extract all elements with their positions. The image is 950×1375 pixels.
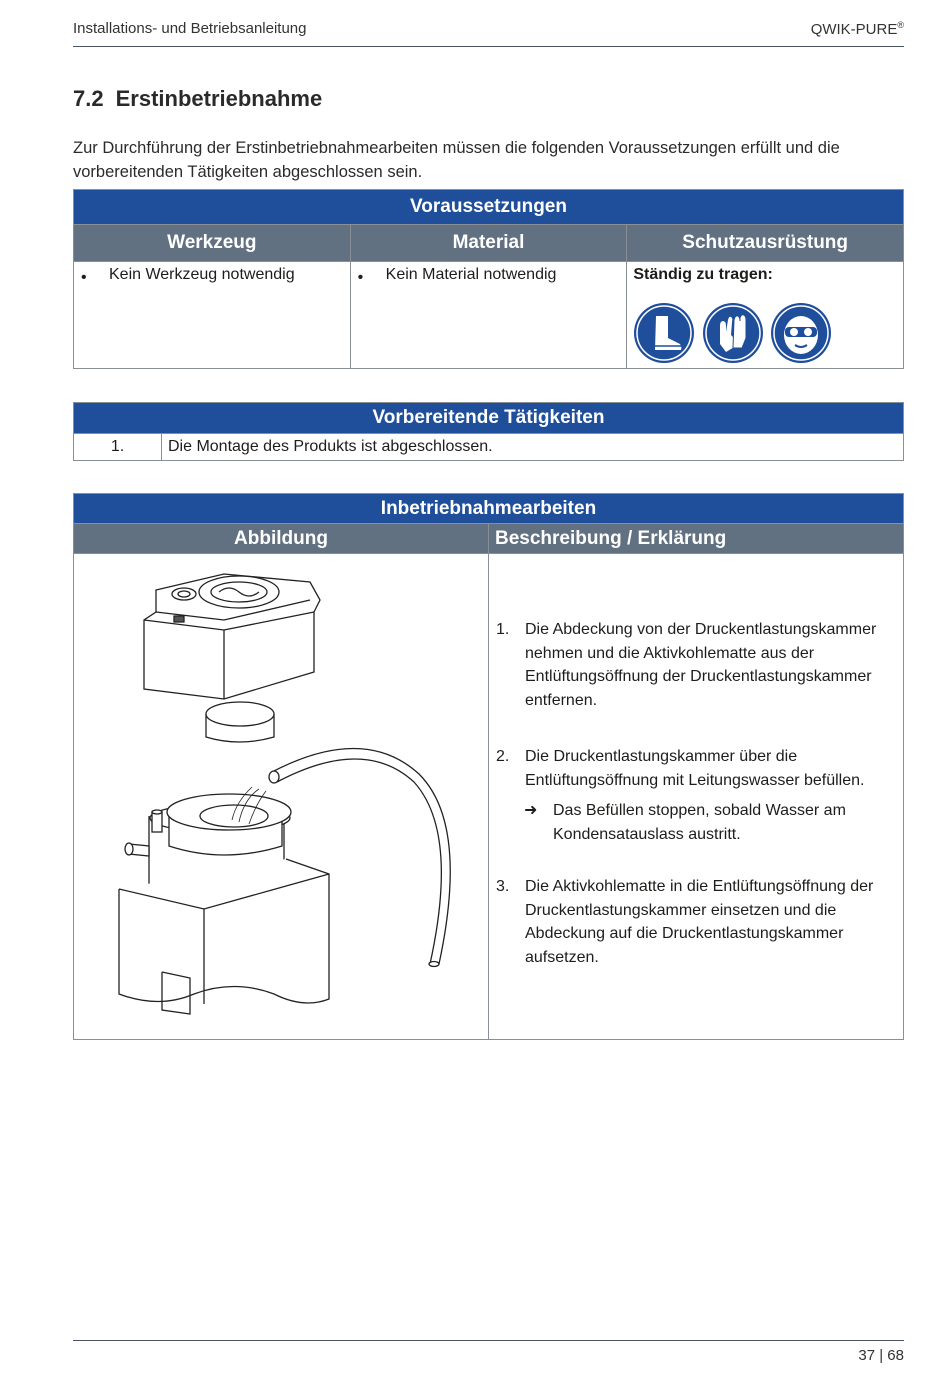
product-name: QWIK-PURE <box>810 21 898 38</box>
intro-paragraph: Zur Durchführung der Erstinbetriebnahmearbeiten müssen die folgenden Voraussetzungen erfüllt und die vorbereitenden Tätigkeiten abgeschlossen sein. <box>73 139 840 181</box>
column-header-material: Material <box>350 225 627 262</box>
step-text: Die Abdeckung von der Druckentlastungskammer nehmen und die Aktivkohlematte aus der Entlüftungsöffnung der Druckentlastungskammer entfernen. <box>525 621 877 709</box>
section-number: 7.2 <box>73 86 104 111</box>
registered-mark: ® <box>897 20 904 30</box>
header-document-title: Installations- und Betriebsanleitung <box>73 20 307 37</box>
page-footer <box>73 1340 904 1364</box>
step-number: 2. <box>496 748 510 765</box>
column-header-description: Beschreibung / Erklärung <box>489 524 904 554</box>
tools-text: Kein Werkzeug notwendig <box>109 266 295 283</box>
operations-title: Inbetriebnahmearbeiten <box>74 494 904 524</box>
protective-gloves-icon <box>702 302 764 364</box>
figure-cell <box>74 554 489 1040</box>
pump-assembly-illustration <box>74 554 488 1034</box>
safety-boots-icon <box>633 302 695 364</box>
ppe-icons <box>633 302 834 369</box>
preparation-title: Vorbereitende Tätigkeiten <box>74 403 904 434</box>
step-text: Die Aktivkohlematte in die Entlüftungsöffnung der Druckentlastungskammer einsetzen und die Abdeckung auf die Druckentlastungskammer aufsetzen. <box>525 878 874 966</box>
header-product-name <box>811 20 904 38</box>
tools-cell <box>74 262 351 369</box>
step-number: 3. <box>496 878 510 895</box>
row-text: Die Montage des Produkts ist abgeschlossen. <box>162 434 904 461</box>
material-text: Kein Material notwendig <box>385 266 557 283</box>
table-row <box>74 434 904 461</box>
column-header-protective-equipment: Schutzausrüstung <box>627 225 904 262</box>
operations-table <box>73 493 904 1040</box>
preparation-table <box>73 402 904 461</box>
description-cell <box>489 554 904 1040</box>
page-header <box>73 20 904 47</box>
arrow-right-icon: ➜ <box>524 802 538 819</box>
requirements-title: Voraussetzungen <box>74 190 904 225</box>
protective-equipment-cell <box>627 262 904 369</box>
sub-step-text: Das Befüllen stoppen, sobald Wasser am Kondensatauslass austritt. <box>553 802 846 843</box>
requirements-table <box>73 189 904 369</box>
section-heading <box>73 86 322 112</box>
section-title: Erstinbetriebnahme <box>115 86 323 111</box>
bullet: • <box>81 269 87 286</box>
safety-goggles-icon <box>770 302 832 364</box>
column-header-figure: Abbildung <box>74 524 489 554</box>
row-number: 1. <box>74 434 162 461</box>
material-cell <box>350 262 627 369</box>
step-text: Die Druckentlastungskammer über die Entlüftungsöffnung mit Leitungswasser befüllen. <box>525 748 865 789</box>
ppe-label: Ständig zu tragen: <box>633 266 773 283</box>
bullet: • <box>357 269 364 286</box>
column-header-tools: Werkzeug <box>74 225 351 262</box>
page-number: 37 | 68 <box>858 1347 904 1364</box>
step-number: 1. <box>496 621 510 638</box>
